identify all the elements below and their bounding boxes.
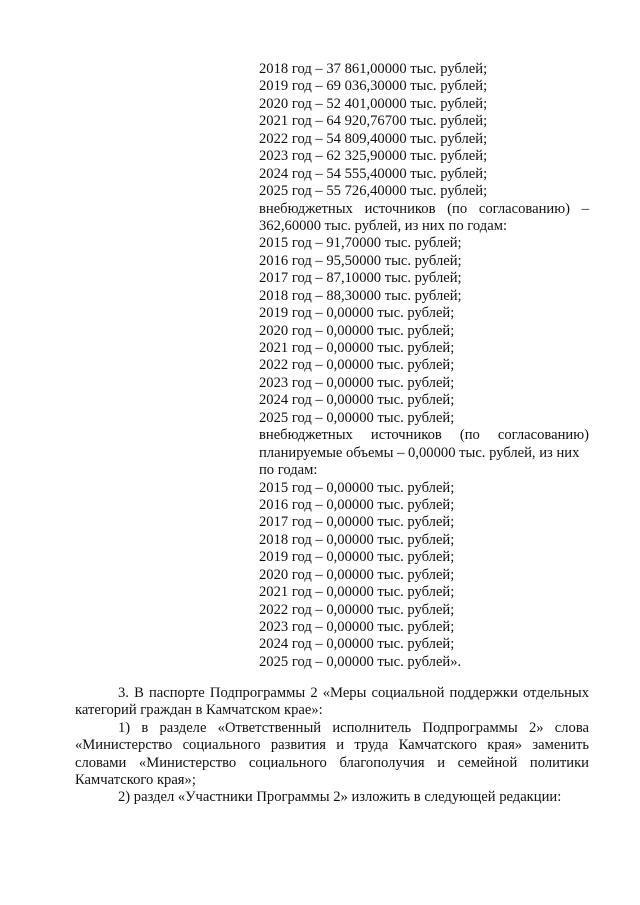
budget-year-line: 2025 год – 55 726,40000 тыс. рублей; [259,183,488,200]
planned-year-line: 2017 год – 0,00000 тыс. рублей; [259,514,455,531]
extrabudget-year-line: 2021 год – 0,00000 тыс. рублей; [259,340,455,356]
budget-year-line: 2024 год – 54 555,40000 тыс. рублей; [259,165,488,182]
extrabudget-year-line: 2018 год – 88,30000 тыс. рублей; [259,287,462,304]
planned-year-line: 2025 год – 0,00000 тыс. рублей». [259,653,462,670]
planned-year-line: 2022 год – 0,00000 тыс. рублей; [259,601,455,618]
sub1-line3: словами «Министерство социального благополучия и семейной политики [75,754,589,771]
sub1-line2: «Министерство социального развития и труда Камчатского края» заменить [75,737,589,754]
budget-year-line: 2021 год – 64 920,76700 тыс. рублей; [259,113,488,130]
item3-line2: категорий граждан в Камчатском крае»: [75,702,323,719]
planned-year-line: 2024 год – 0,00000 тыс. рублей; [259,636,455,653]
extrabudget-heading-line1: внебюджетных источников (по согласованию) – [259,200,589,217]
budget-year-line: 2023 год – 62 325,90000 тыс. рублей; [259,148,488,165]
extrabudget-year-line: 2023 год – 0,00000 тыс. рублей; [259,374,455,391]
budget-years-list [259,61,589,201]
sub1-line4: Камчатского края»; [75,771,196,788]
extrabudget-heading-line2: 362,60000 тыс. рублей, из них по годам: [259,217,508,234]
extrabudget-year-line: 2022 год – 0,00000 тыс. рублей; [259,357,455,374]
funding-column [259,61,589,671]
extrabudget-year-line: 2016 год – 95,50000 тыс. рублей; [259,252,462,269]
planned-year-line: 2019 год – 0,00000 тыс. рублей; [259,549,455,566]
planned-heading-line3: по годам: [259,462,318,479]
extrabudget-years-list [259,235,589,427]
planned-year-line: 2020 год – 0,00000 тыс. рублей; [259,566,455,583]
budget-year-line: 2019 год – 69 036,30000 тыс. рублей; [259,78,488,95]
budget-year-line: 2022 год – 54 809,40000 тыс. рублей; [259,130,488,147]
budget-year-line: 2020 год – 52 401,00000 тыс. рублей; [259,95,488,112]
planned-heading-line1: внебюджетных источников (по согласованию) [259,427,589,444]
planned-year-line: 2021 год – 0,00000 тыс. рублей; [259,584,455,601]
planned-years-list [259,480,589,672]
extrabudget-year-line: 2015 год – 91,70000 тыс. рублей; [259,235,462,252]
extrabudget-year-line: 2025 год – 0,00000 тыс. рублей; [259,409,455,426]
item3-line1: 3. В паспорте Подпрограммы 2 «Меры социальной поддержки отдельных [118,685,589,701]
planned-year-line: 2018 год – 0,00000 тыс. рублей; [259,531,455,548]
amendment-text [75,685,589,807]
planned-year-line: 2015 год – 0,00000 тыс. рублей; [259,479,455,496]
sub1-line1: 1) в разделе «Ответственный исполнитель Подпрограммы 2» слова [118,719,589,736]
sub2-line1: 2) раздел «Участники Программы 2» изложить в следующей редакции: [118,789,562,806]
extrabudget-year-line: 2019 год – 0,00000 тыс. рублей; [259,305,455,322]
planned-year-line: 2023 год – 0,00000 тыс. рублей; [259,619,455,635]
extrabudget-year-line: 2017 год – 87,10000 тыс. рублей; [259,270,462,287]
extrabudget-year-line: 2024 год – 0,00000 тыс. рублей; [259,392,455,409]
planned-heading-line2: планируемые объемы – 0,00000 тыс. рублей, из них [259,444,580,461]
budget-year-line: 2018 год – 37 861,00000 тыс. рублей; [259,61,488,77]
planned-year-line: 2016 год – 0,00000 тыс. рублей; [259,496,455,513]
extrabudget-year-line: 2020 год – 0,00000 тыс. рублей; [259,322,455,339]
